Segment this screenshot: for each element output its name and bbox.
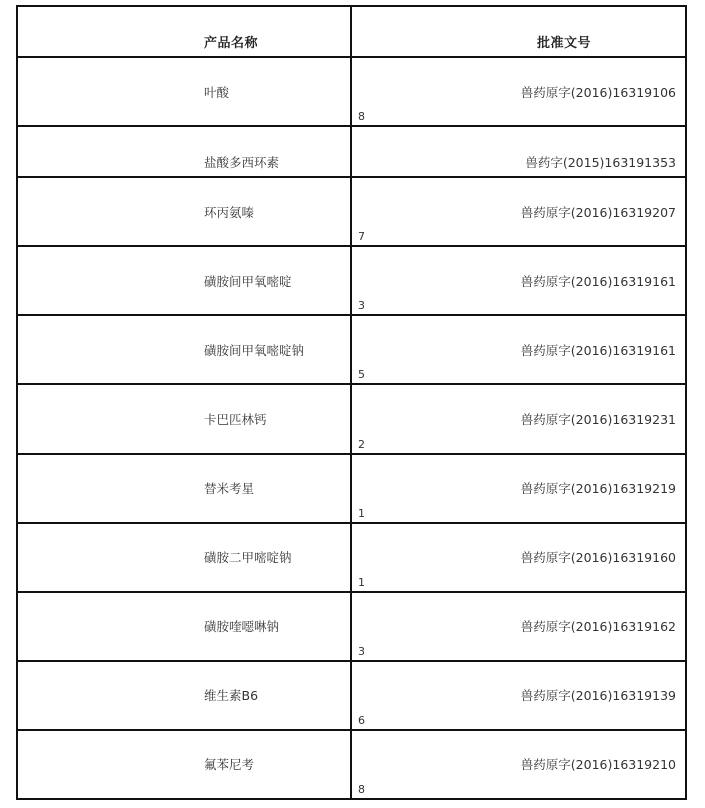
product-name-cell [17,315,351,384]
table-row [17,246,686,315]
product-name: 磺胺间甲氧嘧啶钠 [204,342,305,358]
header-approval-number: 批准文号 [537,36,592,52]
product-name: 氟苯尼考 [204,757,255,773]
approval-number: 兽药原字(2016)16319161 [520,342,676,358]
product-name-cell [17,661,351,730]
product-name-cell [17,177,351,246]
approval-number-cell [351,384,686,453]
approval-number-cell [351,126,686,177]
table-row [17,592,686,661]
approval-number-overflow-digit: 2 [358,437,365,451]
product-name-cell [17,730,351,799]
product-name-cell [17,126,351,177]
product-name: 替米考星 [204,481,255,497]
product-name-cell [17,57,351,126]
approval-number: 兽药原字(2016)16319160 [520,550,676,566]
product-name: 环丙氨嗪 [204,204,255,220]
approval-number-cell [351,454,686,523]
approval-number-overflow-digit: 8 [358,110,365,124]
approval-number-overflow-digit: 1 [358,575,365,589]
approval-number-cell [351,57,686,126]
header-product-name: 产品名称 [204,36,259,52]
approval-number: 兽药字(2015)163191353 [525,155,676,171]
product-name-cell [17,384,351,453]
product-name: 维生素B6 [204,688,259,704]
approval-number-cell [351,730,686,799]
approval-number: 兽药原字(2016)16319210 [520,757,676,773]
product-name-cell [17,246,351,315]
approval-number-cell [351,177,686,246]
approval-number-cell [351,246,686,315]
product-name-cell [17,454,351,523]
approval-number-overflow-digit: 6 [358,713,365,727]
table-row [17,730,686,799]
approval-number: 兽药原字(2016)16319162 [520,619,676,635]
approval-number: 兽药原字(2016)16319161 [520,273,676,289]
header-cell-name [17,6,351,57]
approval-number: 兽药原字(2016)16319219 [520,481,676,497]
table-row [17,57,686,126]
approval-number-overflow-digit: 7 [358,230,365,244]
product-name: 卡巴匹林钙 [204,411,267,427]
header-cell-code [351,6,686,57]
table-row [17,523,686,592]
product-name: 磺胺二甲嘧啶钠 [204,550,292,566]
approval-number-overflow-digit: 8 [358,783,365,796]
approval-number-overflow-digit: 5 [358,368,365,382]
table-row [17,661,686,730]
table-header-row [17,6,686,57]
product-name: 叶酸 [204,84,230,100]
product-name: 磺胺间甲氧嘧啶 [204,273,292,289]
approval-number-cell [351,523,686,592]
table-row [17,454,686,523]
approval-number: 兽药原字(2016)16319139 [520,688,676,704]
approval-number: 兽药原字(2016)16319106 [520,84,676,100]
approval-number-overflow-digit: 3 [358,644,365,658]
approval-number-overflow-digit: 1 [358,506,365,520]
approval-number: 兽药原字(2016)16319231 [520,411,676,427]
approval-number-overflow-digit: 3 [358,299,365,313]
table-row [17,126,686,177]
approval-table [16,5,687,800]
table-body [17,6,686,799]
table-row [17,177,686,246]
table-row [17,315,686,384]
product-name-cell [17,523,351,592]
product-name: 磺胺喹噁啉钠 [204,619,280,635]
table-row [17,384,686,453]
approval-number-cell [351,315,686,384]
approval-number-cell [351,592,686,661]
approval-number-cell [351,661,686,730]
product-name: 盐酸多西环素 [204,155,280,171]
product-name-cell [17,592,351,661]
approval-number: 兽药原字(2016)16319207 [520,204,676,220]
